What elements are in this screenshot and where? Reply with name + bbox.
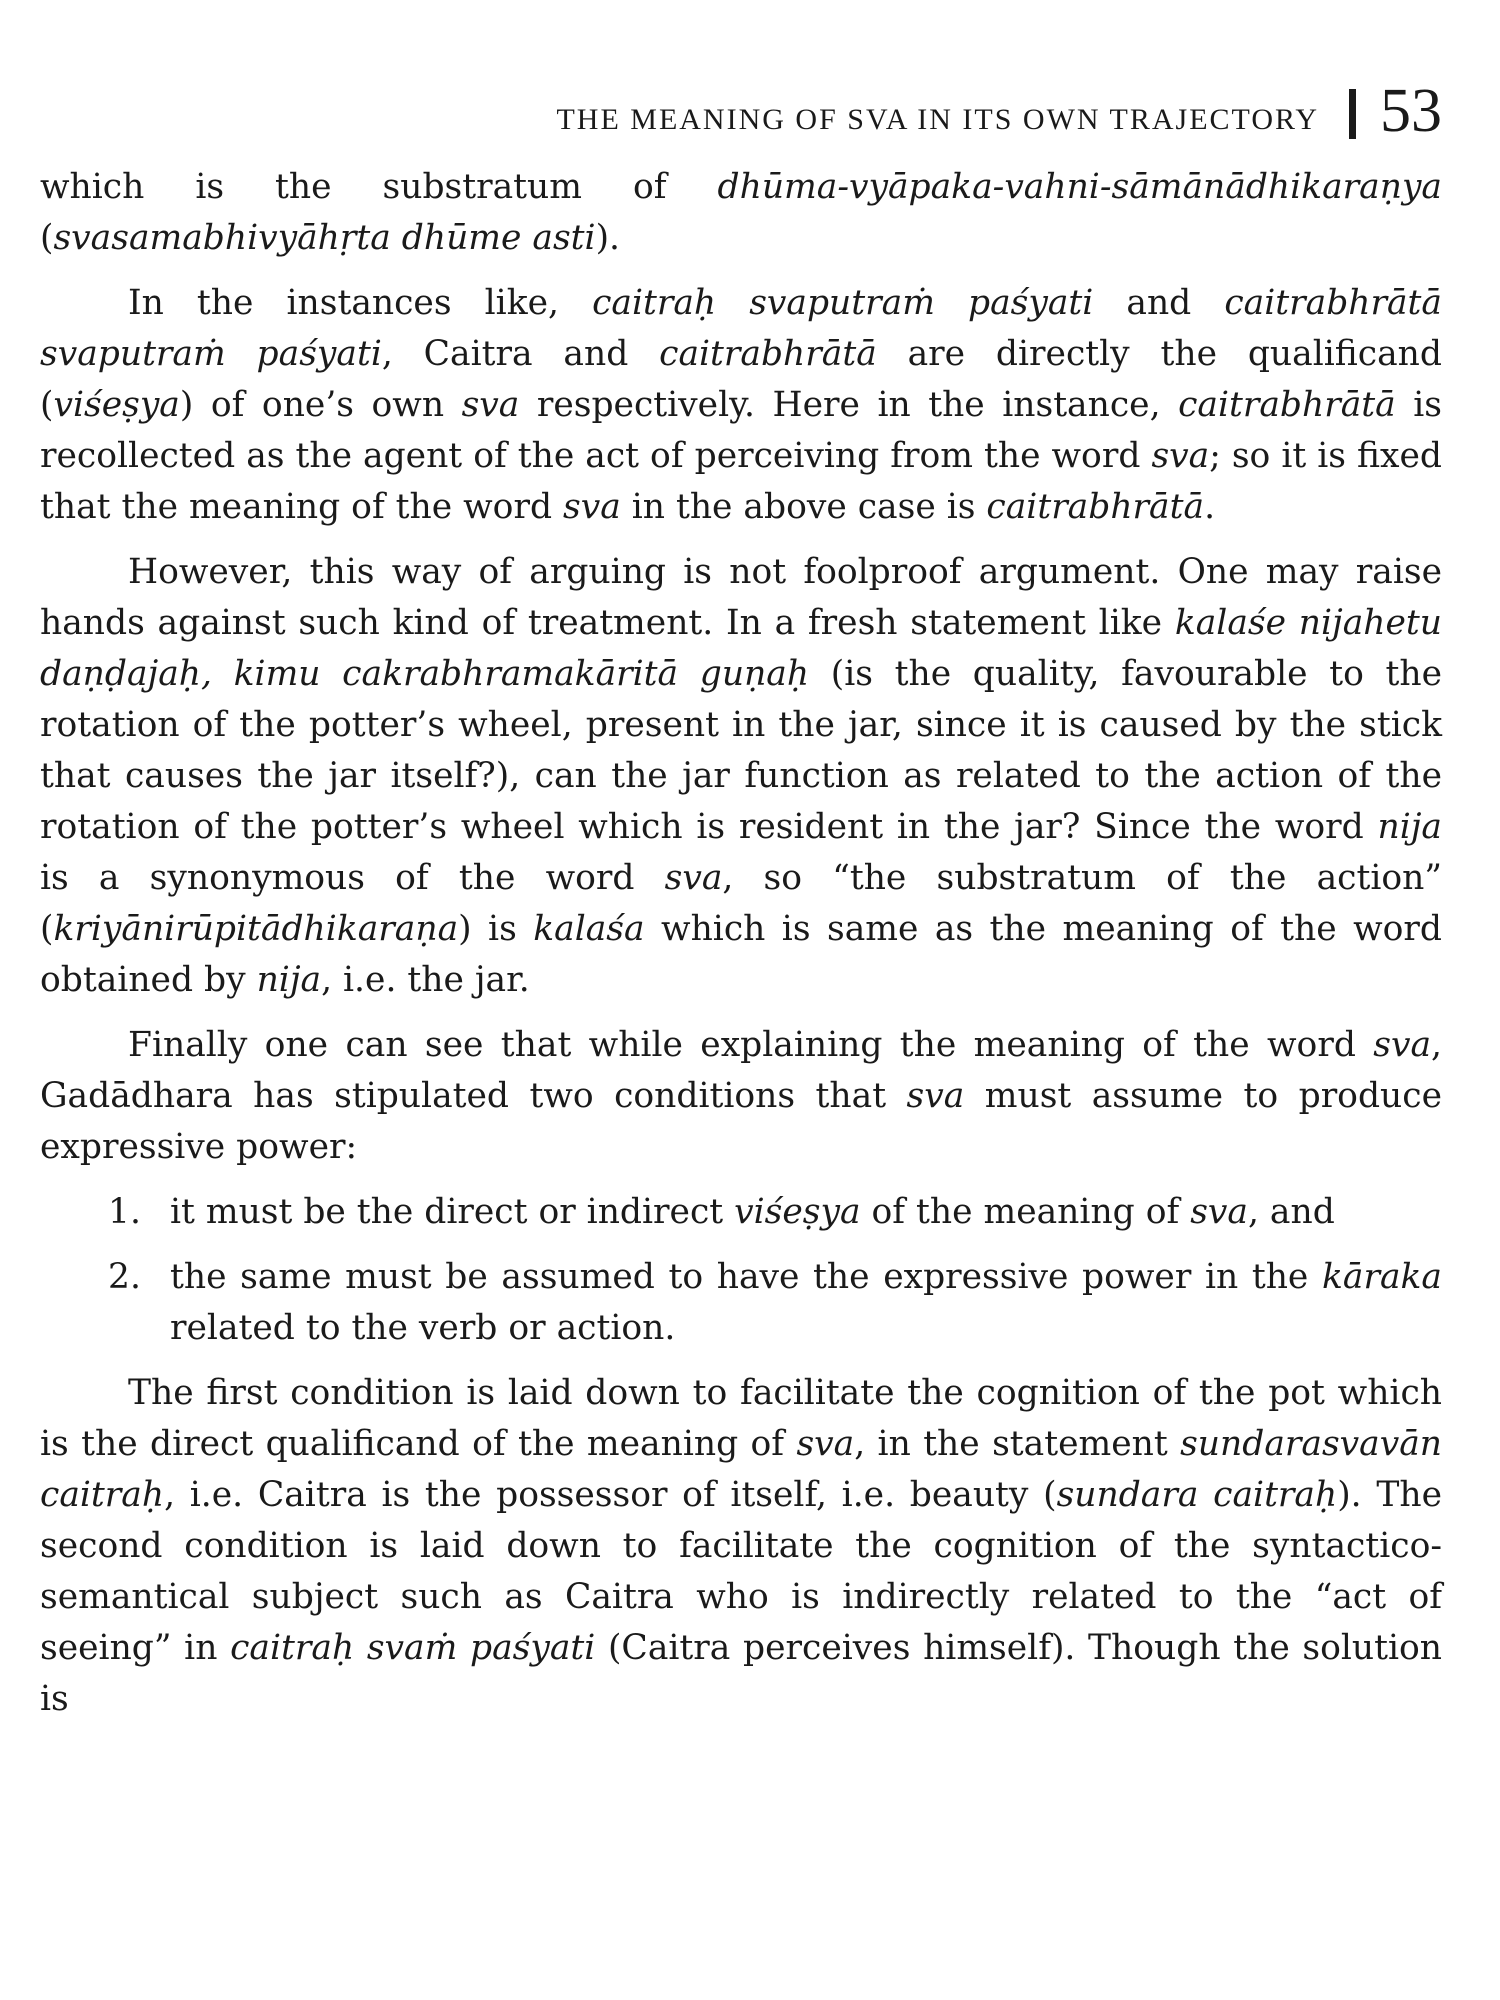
italic-term: svasamabhivyāhṛta dhūme asti	[53, 218, 596, 258]
list-item-number: 1.	[108, 1192, 141, 1232]
list-item	[40, 1187, 1442, 1238]
italic-term: nija	[1377, 807, 1442, 847]
italic-term: kriyānirūpitādhikaraṇa	[53, 909, 459, 949]
italic-term: sva	[563, 487, 621, 527]
italic-term: caitraḥ svaputraṁ paśyati	[592, 283, 1094, 323]
italic-term: sva	[461, 385, 520, 425]
italic-term: dhūma-vyāpaka-vahni-sāmānādhikaraṇya	[717, 167, 1442, 207]
italic-term: sva	[796, 1424, 855, 1464]
body-text	[40, 162, 1442, 1725]
italic-term: caitrabhrātā	[659, 334, 877, 374]
page-number: 53	[1380, 77, 1442, 145]
italic-term: sva	[664, 858, 723, 898]
list-item-number: 2.	[108, 1257, 141, 1297]
paragraph-instances: In the instances like, caitraḥ svaputraṁ paśyati and caitrabhrātā svaputraṁ paśyati, Caitra and caitrabhrātā are directly the qualificand (viśeṣya) of one’s own sva respectively. Here in the instance, caitrabhrātā is recollected as the agent of the act of perceiving from the word sva; so it is fixed that the meaning of the word sva in the above case is caitrabhrātā.	[40, 283, 1442, 527]
list-item-text: it must be the direct or indirect viśeṣya of the meaning of sva, and	[170, 1192, 1335, 1232]
running-header	[0, 77, 1442, 145]
italic-term: caitrabhrātā svaputraṁ paśyati	[40, 283, 1442, 374]
running-title: THE MEANING OF SVA IN ITS OWN TRAJECTORY	[556, 103, 1319, 136]
italic-term: viśeṣya	[53, 385, 180, 425]
italic-term: caitrabhrātā	[1178, 385, 1396, 425]
paragraph-finally: Finally one can see that while explaining the meaning of the word sva, Gadādhara has stipulated two conditions that sva must assume to produce expressive power:	[40, 1025, 1442, 1167]
italic-term: sva	[1373, 1025, 1432, 1065]
italic-term: sva	[1190, 1192, 1248, 1232]
paragraph-continuation: which is the substratum of dhūma-vyāpaka-vahni-sāmānādhikaraṇya (svasamabhivyāhṛta dhūme asti).	[40, 167, 1442, 258]
italic-term: kalaśa	[533, 909, 645, 949]
italic-term: kāraka	[1321, 1257, 1442, 1297]
list-item-text: the same must be assumed to have the expressive power in the kāraka related to the verb or action.	[170, 1257, 1442, 1348]
italic-term: nija	[256, 960, 322, 1000]
paragraph-first-condition: The first condition is laid down to facilitate the cognition of the pot which is the direct qualificand of the meaning of sva, in the statement sundarasvavān caitraḥ, i.e. Caitra is the possessor of itself, i.e. beauty (sundara caitraḥ). The second condition is laid down to facilitate the cognition of the syntactico-semantical subject such as Caitra who is indirectly related to the “act of seeing” in caitraḥ svaṁ paśyati (Caitra perceives himself). Though the solution is	[40, 1373, 1443, 1719]
italic-term: kalaśe nijahetu daṇḍajaḥ, kimu cakrabhramakāritā guṇaḥ	[40, 603, 1443, 694]
italic-term: sva	[1151, 436, 1210, 476]
italic-term: sva	[906, 1076, 965, 1116]
italic-term: caitrabhrātā	[986, 487, 1205, 527]
italic-term: viśeṣya	[734, 1192, 861, 1232]
conditions-list	[40, 1187, 1442, 1354]
italic-term: caitraḥ svaṁ paśyati	[230, 1628, 596, 1668]
italic-term: sundarasvavān caitraḥ	[40, 1424, 1442, 1515]
italic-term: sundara caitraḥ	[1056, 1475, 1338, 1515]
header-rule	[1349, 89, 1356, 139]
paragraph-however: However, this way of arguing is not foolproof argument. One may raise hands against such kind of treatment. In a fresh statement like kalaśe nijahetu daṇḍajaḥ, kimu cakrabhramakāritā guṇaḥ (is the quality, favourable to the rotation of the potter’s wheel, present in the jar, since it is caused by the stick that causes the jar itself?), can the jar function as related to the action of the rotation of the potter’s wheel which is resident in the jar? Since the word nija is a synonymous of the word sva, so “the substratum of the action” (kriyānirūpitādhikaraṇa) is kalaśa which is same as the meaning of the word obtained by nija, i.e. the jar.	[40, 552, 1443, 1000]
list-item	[40, 1252, 1442, 1354]
